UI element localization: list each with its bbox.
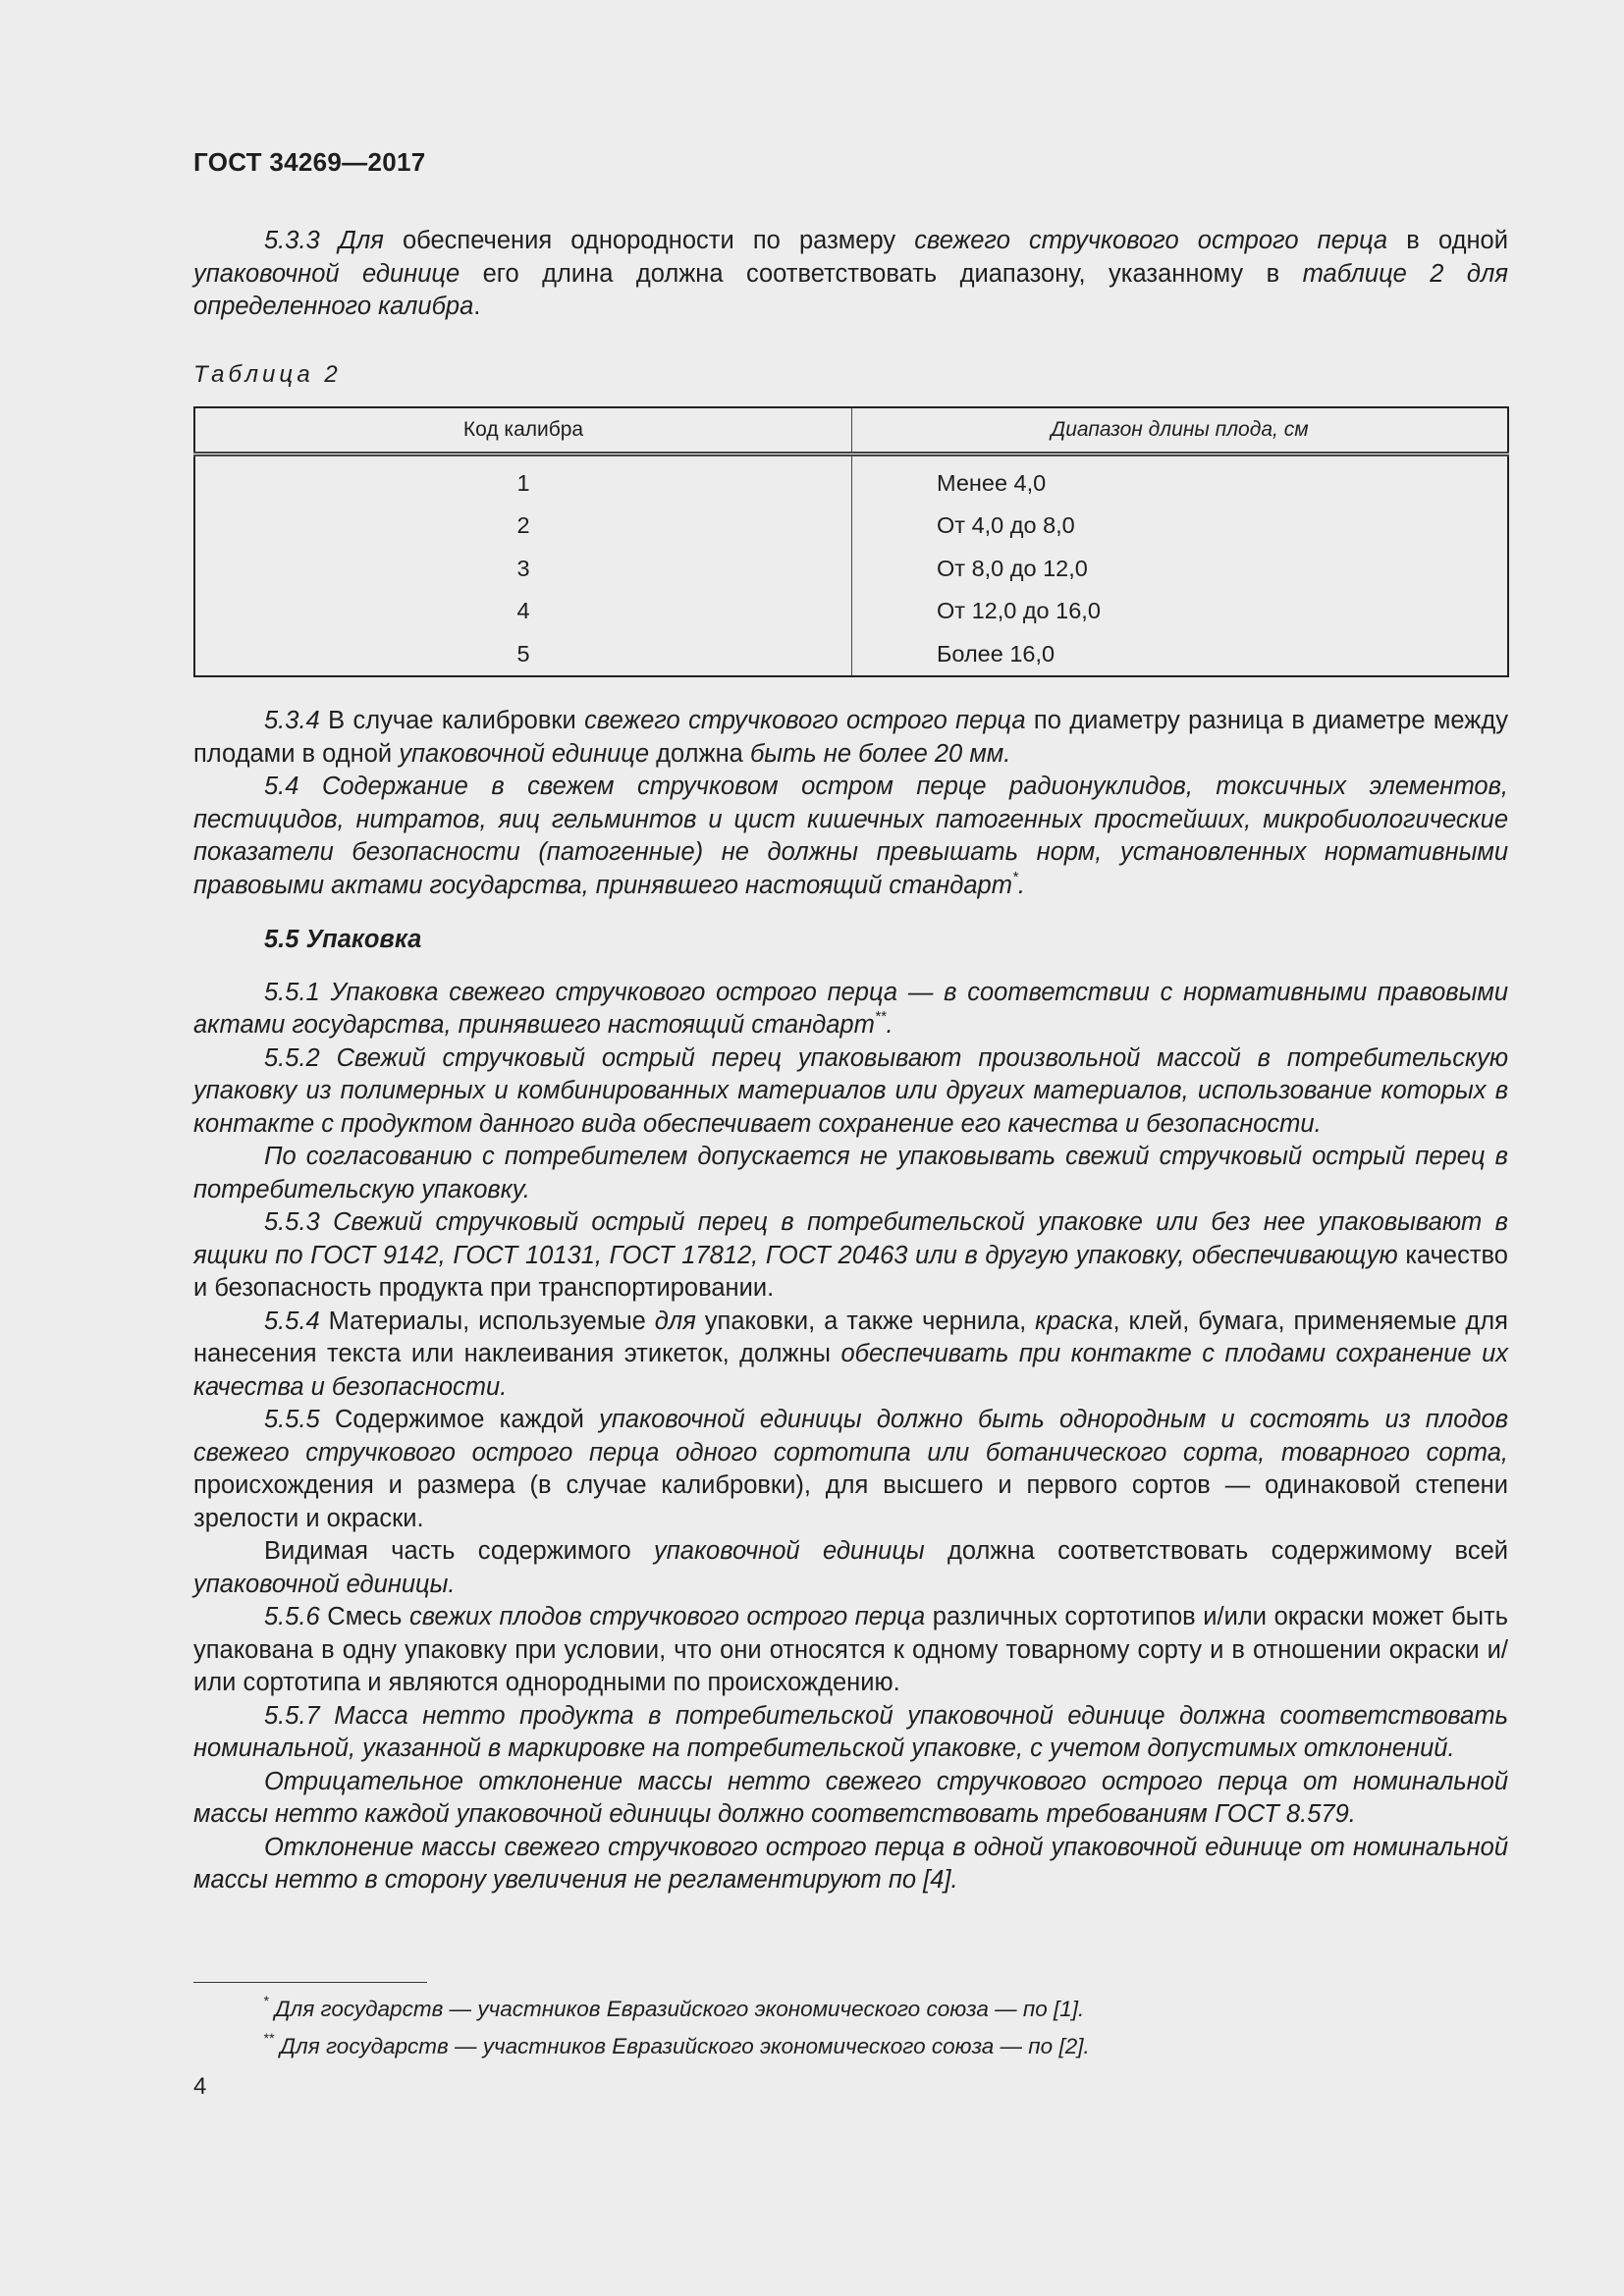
caliber-table bbox=[193, 406, 1509, 678]
table-cell-code: 5 bbox=[194, 633, 852, 677]
text-run: по диаметру разница в диаметре между плодами в одной bbox=[193, 707, 1508, 768]
text-run: Смесь bbox=[319, 1603, 410, 1630]
text-run: Видимая часть содержимого bbox=[264, 1537, 655, 1565]
text-run: 5.5.6 bbox=[264, 1603, 320, 1630]
table-header-caliber-code: Код калибра bbox=[194, 407, 852, 454]
text-run: в одной bbox=[1387, 227, 1508, 254]
text-run: различных сортотипов и/или окраски может быть упакована в одну упаковку при условии, что они относятся к одному товарному сорту и в отношении окраски и/или сортотипа и являются однородными по происхождению. bbox=[193, 1603, 1508, 1696]
table-caption: Таблица 2 bbox=[193, 360, 342, 388]
table-row bbox=[194, 454, 1508, 505]
footnote-mark: ** bbox=[263, 2030, 274, 2046]
page-content bbox=[193, 225, 1508, 1897]
table-cell-code: 2 bbox=[194, 505, 852, 548]
text-run: упаковочной единице bbox=[399, 739, 650, 768]
footnote-ref: ** bbox=[874, 1008, 887, 1025]
text-run: свежего стручкового острого перца bbox=[914, 227, 1388, 254]
text-run: краска bbox=[1035, 1307, 1113, 1335]
text-run: обеспечения однородности по размеру bbox=[383, 227, 915, 254]
text-run: его длина должна соответствовать диапазону, указанному в bbox=[460, 259, 1303, 288]
text-run: В случае калибровки bbox=[319, 707, 585, 734]
table-cell-range: От 12,0 до 16,0 bbox=[937, 598, 1101, 623]
text-run: 5.3.4 bbox=[264, 707, 320, 734]
table-header-length-range: Диапазон длины плода, см bbox=[852, 407, 1509, 454]
table-header-row bbox=[194, 407, 1508, 454]
text-run: упаковочной единице bbox=[193, 259, 460, 288]
table-cell-code: 3 bbox=[194, 548, 852, 591]
table-row bbox=[194, 505, 1508, 548]
text-run: свежих плодов стручкового острого перца bbox=[409, 1603, 926, 1630]
footnote-text: Для государств — участников Евразийского экономического союза — по [2]. bbox=[273, 2034, 1090, 2058]
text-run: должна bbox=[649, 739, 750, 768]
text-run: 5.5.3 Свежий стручковый острый перец в потребительской упаковке или без нее упаковывают в ящики по ГОСТ 9142, ГОСТ 10131, ГОСТ 17812, ГОСТ 20463 или в другую упаковку, обеспечивающую bbox=[193, 1208, 1508, 1269]
text-run: Материалы, используемые bbox=[319, 1307, 655, 1335]
text-run: должна соответствовать содержимому всей bbox=[924, 1537, 1508, 1565]
paragraph-5-5-6 bbox=[193, 1601, 1508, 1700]
text-run: быть не более 20 мм. bbox=[749, 739, 1011, 768]
table-row bbox=[194, 633, 1508, 677]
table-row bbox=[194, 590, 1508, 633]
paragraph-5-5-1 bbox=[193, 977, 1508, 1042]
paragraph-5-5-2-note: По согласованию с потребителем допускается не упаковывать свежий стручковый острый перец в потребительскую упаковку. bbox=[193, 1143, 1508, 1203]
paragraph-5-3-4 bbox=[193, 705, 1508, 771]
text-run: 5.5.5 bbox=[264, 1406, 320, 1433]
footnote-1 bbox=[263, 1993, 1085, 2022]
text-run: таблице 2 для определенного калибра bbox=[193, 259, 1508, 320]
paragraph-5-5-4 bbox=[193, 1306, 1508, 1405]
text-run: , клей, бумага, применяемые для нанесения текста или наклеивания этикеток, должны bbox=[193, 1307, 1508, 1367]
table-cell-code: 1 bbox=[194, 454, 852, 505]
paragraph-5-5-3 bbox=[193, 1206, 1508, 1306]
text-run: для bbox=[654, 1307, 696, 1335]
page-number: 4 bbox=[193, 2073, 207, 2100]
paragraph-5-3-3 bbox=[193, 225, 1508, 324]
text-run: Содержимое каждой bbox=[319, 1406, 600, 1433]
text-run: происхождения и размера (в случае калибровки), для высшего и первого сортов — одинаковой степени зрелости и окраски. bbox=[193, 1471, 1508, 1532]
paragraph-5-5-7-positive: Отклонение массы свежего стручкового острого перца в одной упаковочной единице от номинальной массы нетто в сторону увеличения не регламентируют по [4]. bbox=[193, 1833, 1508, 1894]
paragraph-5-5-5 bbox=[193, 1404, 1508, 1535]
text-run: 5.4 Содержание в свежем стручковом остром перце радионуклидов, токсичных элементов, пестицидов, нитратов, яиц гельминтов и цист кишечных патогенных простейших, микробиологические показатели безопасности (патогенные) не должны превышать норм, установленных нормативными правовыми актами государства, принявшего настоящий стандарт bbox=[193, 773, 1508, 899]
table-cell-code: 4 bbox=[194, 590, 852, 633]
table-cell-range: Менее 4,0 bbox=[937, 469, 1047, 496]
text-run: обеспечивать при контакте с плодами сохранение их качества и безопасности. bbox=[193, 1340, 1508, 1401]
table-cell-range: Более 16,0 bbox=[937, 640, 1056, 667]
text-run: . bbox=[1017, 871, 1025, 899]
text-run: упаковки, а также чернила, bbox=[695, 1307, 1036, 1335]
text-run: 5.3.3 Для bbox=[264, 227, 384, 254]
paragraph-5-5-7-negative: Отрицательное отклонение массы нетто свежего стручкового острого перца от номинальной массы нетто каждой упаковочной единицы должно соответствовать требованиям ГОСТ 8.579. bbox=[193, 1767, 1508, 1828]
section-heading-5-5: 5.5 Упаковка bbox=[264, 926, 422, 953]
text-run: 5.5.1 Упаковка свежего стручкового острого перца — в соответствии с нормативными правовыми актами государства, принявшего настоящий стандарт bbox=[193, 978, 1508, 1039]
paragraph-5-5-5-visible bbox=[193, 1535, 1508, 1601]
text-run: . bbox=[473, 293, 481, 320]
spacer bbox=[193, 677, 1508, 705]
paragraph-5-5-7: 5.5.7 Масса нетто продукта в потребительской упаковочной единице должна соответствовать номинальной, указанной в маркировке на потребительской упаковке, с учетом допустимых отклонений. bbox=[193, 1701, 1508, 1762]
page-header: ГОСТ 34269—2017 bbox=[193, 147, 426, 177]
paragraph-5-4 bbox=[193, 771, 1508, 902]
text-run: 5.5.4 bbox=[264, 1307, 320, 1335]
text-run: упаковочной единицы. bbox=[193, 1570, 456, 1598]
text-run: упаковочной единицы bbox=[654, 1537, 925, 1565]
text-run: свежего стручкового острого перца bbox=[584, 707, 1026, 734]
table-row bbox=[194, 548, 1508, 591]
footnote-ref: * bbox=[1011, 868, 1018, 885]
text-run: качество и безопасность продукта при транспортировании. bbox=[193, 1241, 1508, 1302]
paragraph-5-5-2: 5.5.2 Свежий стручковый острый перец упаковывают произвольной массой в потребительскую упаковку из полимерных и комбинированных материалов или других материалов, использование которых в контакте с продуктом данного вида обеспечивает сохранение его качества и безопасности. bbox=[193, 1043, 1508, 1138]
text-run: . bbox=[886, 1011, 893, 1039]
footnote-separator bbox=[193, 1982, 427, 1983]
text-run: упаковочной единицы должно быть однородным и состоять из плодов свежего стручкового острого перца одного сортотипа или ботанического сорта, товарного сорта, bbox=[193, 1406, 1509, 1467]
table-cell-range: От 4,0 до 8,0 bbox=[937, 512, 1075, 538]
footnote-text: Для государств — участников Евразийского экономического союза — по [1]. bbox=[268, 1997, 1085, 2021]
footnote-2 bbox=[263, 2030, 1090, 2059]
table-cell-range: От 8,0 до 12,0 bbox=[937, 555, 1088, 581]
footnote-mark: * bbox=[263, 1993, 269, 2008]
